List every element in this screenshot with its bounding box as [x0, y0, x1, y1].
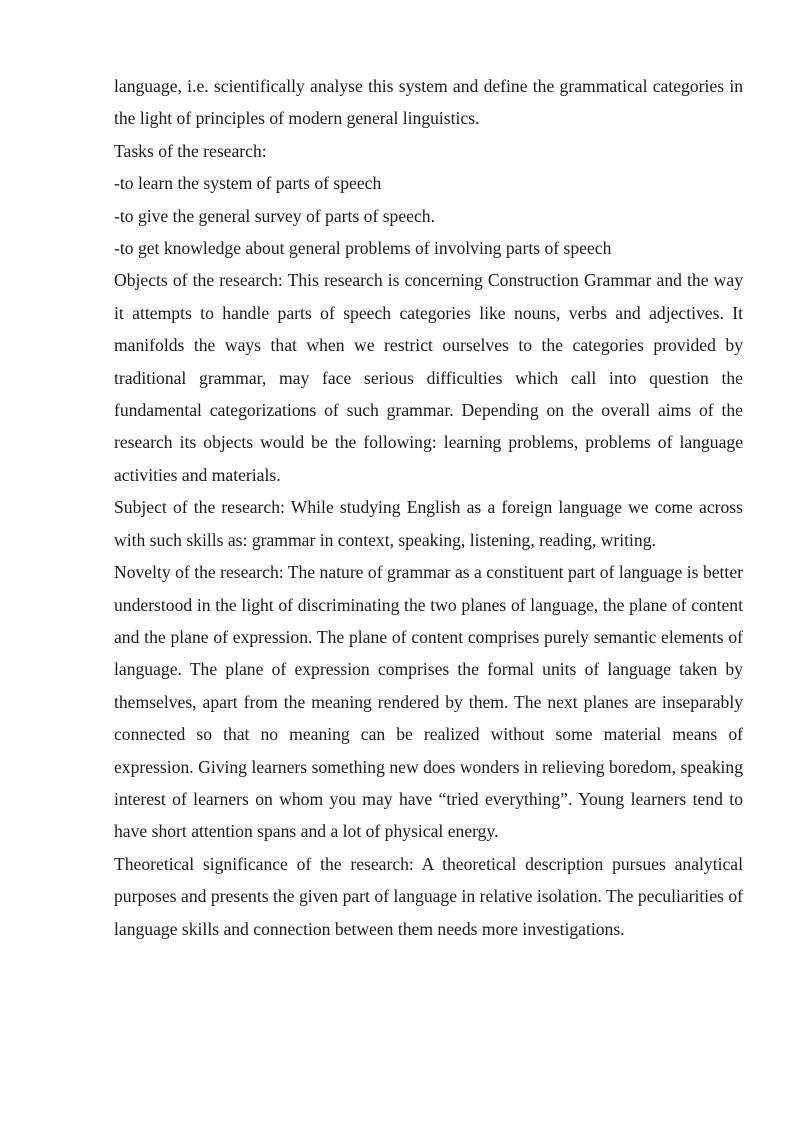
intro-paragraph: language, i.e. scientifically analyse this system and define the grammatical categories in the light of principles of modern general linguistics. — [114, 76, 743, 129]
novelty-paragraph: Novelty of the research: The nature of grammar as a constituent part of language is better understood in the light of discriminating the two planes of language, the plane of content and the plane of expression. The plane of content comprises purely semantic elements of language. The plane of expression comprises the formal units of language taken by themselves, apart from the meaning rendered by them. The next planes are inseparably connected so that no meaning can be realized without some material means of expression. Giving learners something new does wonders in relieving boredom, speaking interest of learners on whom you may have “tried everything”. Young learners tend to have short attention spans and a lot of physical energy. — [114, 562, 743, 842]
tasks-heading: Tasks of the research: — [114, 140, 267, 161]
task-item: -to get knowledge about general problems of involving parts of speech — [114, 238, 612, 259]
theoretical-significance-paragraph: Theoretical significance of the research: A theoretical description pursues analytical purposes and presents the given part of language in relative isolation. The peculiarities of language skills and connection between them needs more investigations. — [114, 853, 743, 939]
objects-paragraph: Objects of the research: This research is concerning Construction Grammar and the way it attempts to handle parts of speech categories like nouns, verbs and adjectives. It manifolds the ways that when we restrict ourselves to the categories provided by traditional grammar, may face serious difficulties which call into question the fundamental categorizations of such grammar. Depending on the overall aims of the research its objects would be the following: learning problems, problems of language activities and materials. — [114, 270, 743, 485]
subject-paragraph: Subject of the research: While studying English as a foreign language we come across with such skills as: grammar in context, speaking, listening, reading, writing. — [114, 497, 743, 550]
document-body — [114, 70, 743, 945]
task-item: -to learn the system of parts of speech — [114, 173, 382, 194]
task-item: -to give the general survey of parts of speech. — [114, 205, 435, 226]
